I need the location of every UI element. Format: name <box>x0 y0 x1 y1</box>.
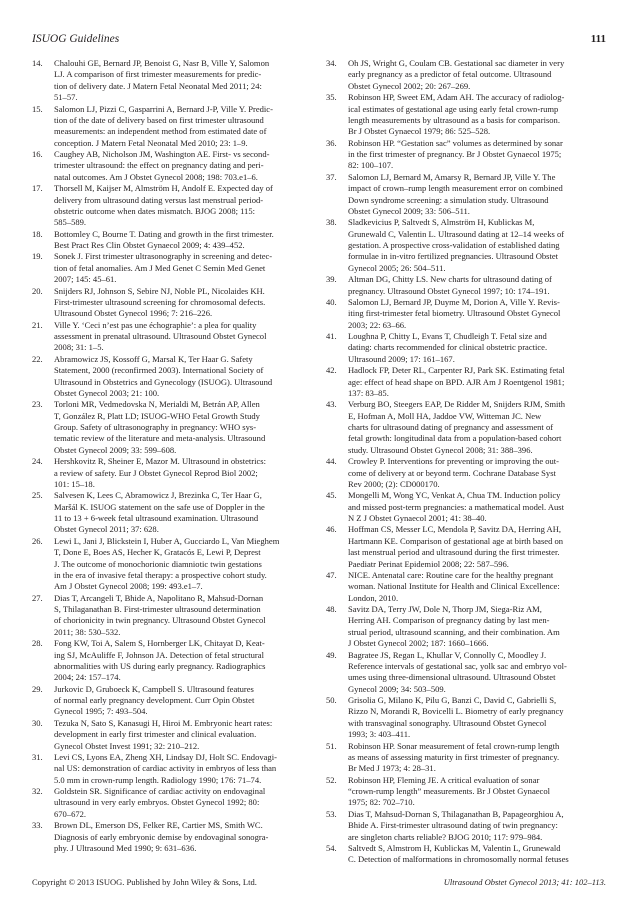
reference-text <box>348 843 610 866</box>
reference-number: 17. <box>32 183 43 194</box>
reference-line: Salomon LJ, Bernard JP, Duyme M, Dorion A, Ville Y. Revis- <box>348 296 560 307</box>
reference-entry <box>326 741 610 775</box>
reference-number: 22. <box>32 353 43 364</box>
reference-entry <box>326 650 610 696</box>
reference-line: woman. National Institute for Health and Clinical Excellence: <box>348 581 560 592</box>
reference-line: gestation. A prospective cross-validation of established dating <box>348 240 560 250</box>
reference-line: strual period, ultrasound scanning, and their combination. Am <box>348 626 560 637</box>
reference-text <box>54 536 320 593</box>
journal-citation: Ultrasound Obstet Gynecol 2013; 41: 102–113. <box>443 877 606 887</box>
reference-text <box>54 354 320 400</box>
reference-line: Saltvedt S, Almstrom H, Kublickas M, Valentin L, Grunewald <box>348 842 561 853</box>
reference-entry <box>326 217 610 274</box>
reference-line: Paediatr Perinat Epidemiol 2008; 22: 587–596. <box>348 558 509 569</box>
reference-entry <box>326 58 610 92</box>
reference-line: tion of delivery date. J Matern Fetal Neonatal Med 2011; 24: <box>54 80 262 91</box>
reference-line: fetal growth: longitudinal data from a population-based cohort <box>348 433 562 444</box>
reference-line: Bottomley C, Bourne T. Dating and growth in the first trimester. <box>54 228 274 239</box>
reference-text <box>54 286 320 320</box>
reference-line: 2008; 31: 1–5. <box>54 342 104 353</box>
reference-text <box>348 399 610 456</box>
reference-text <box>348 775 610 809</box>
reference-line: Dias T, Arcangeli T, Bhide A, Napolitano R, Mahsud-Dornan <box>54 592 264 603</box>
reference-line: London, 2010. <box>348 592 399 603</box>
reference-line: in the first trimester of pregnancy. Br J Obstet Gynaecol 1975; <box>348 149 562 159</box>
reference-entry <box>326 809 610 843</box>
reference-text <box>54 786 320 820</box>
reference-line: Hadlock FP, Deter RL, Carpenter RJ, Park SK. Estimating fetal <box>348 365 565 376</box>
reference-line: Rizzo N, Morandi R, Bovicelli L. Biometry of early pregnancy <box>348 706 564 717</box>
reference-line: iting first-trimester fetal biometry. Ultrasound Obstet Gynecol <box>348 308 561 319</box>
reference-number: 26. <box>32 535 43 546</box>
reference-line: ing SJ, McAuliffe F, Johnson JA. Detection of fetal structural <box>54 649 264 660</box>
reference-line: Sonek J. First trimester ultrasonography in screening and detec- <box>54 251 273 262</box>
reference-number: 49. <box>326 649 337 660</box>
reference-text <box>54 58 320 104</box>
reference-text <box>348 809 610 843</box>
reference-line: Verburg BO, Steegers EAP, De Ridder M, Snijders RJM, Smith <box>348 399 566 410</box>
reference-line: Grunewald C, Valentin L. Ultrasound dating at 12–14 weeks of <box>348 228 565 239</box>
reference-text <box>54 104 320 150</box>
reference-text <box>54 684 320 718</box>
reference-entry <box>32 58 320 104</box>
reference-line: of chorionicity in twin pregnancy. Ultrasound Obstet Gynecol <box>54 615 266 626</box>
reference-line: Fong KW, Toi A, Salem S, Hornberger LK, Chitayat D, Keat- <box>54 638 265 649</box>
reference-line: J. The outcome of monochorionic diamniotic twin gestations <box>54 558 262 569</box>
reference-line: 82: 100–107. <box>348 160 394 171</box>
reference-line: Gynecol 2005; 26: 504–511. <box>348 262 446 273</box>
reference-entry <box>326 92 610 138</box>
reference-number: 53. <box>326 808 337 819</box>
reference-text <box>348 365 610 399</box>
reference-line: Gynecol 1995; 7: 493–504. <box>54 706 148 717</box>
reference-entry <box>32 752 320 786</box>
reference-line: 11 to 13 + 6-week fetal ultrasound examination. Ultrasound <box>54 513 259 523</box>
reference-line: Salomon LJ, Bernard M, Amarsy R, Bernard JP, Ville Y. The <box>348 171 556 182</box>
reference-line: 2004; 24: 157–174. <box>54 672 121 683</box>
reference-line: age: effect of head shape on BPD. AJR Am J Roentgenol 1981; <box>348 376 565 387</box>
reference-entry <box>326 604 610 650</box>
reference-line: E, Hofman A, Moll HA, Jaddoe VW, Witteman JC. New <box>348 410 542 421</box>
reference-line: Abramowicz JS, Kossoff G, Marsal K, Ter Haar G. Safety <box>54 353 253 364</box>
reference-line: delivery from ultrasound dating versus last menstrual period- <box>54 194 264 205</box>
reference-line: nal US: demonstration of cardiac activity in embryos of less than <box>54 763 277 774</box>
reference-number: 23. <box>32 399 43 410</box>
reference-text <box>348 650 610 696</box>
reference-entry <box>326 456 610 490</box>
reference-number: 25. <box>32 490 43 501</box>
reference-entry <box>326 274 610 297</box>
reference-line: natal outcomes. Am J Obstet Gynecol 2008; 198: 703.e1–6. <box>54 171 258 182</box>
reference-line: Savitz DA, Terry JW, Dole N, Thorp JM, Siega-Riz AM, <box>348 604 542 614</box>
page-header <box>32 33 606 49</box>
reference-text <box>348 138 610 172</box>
reference-line: Lewi L, Jani J, Blickstein I, Huber A, Gucciardo L, Van Mieghem <box>54 535 280 546</box>
reference-line: 2011; 38: 530–532. <box>54 626 121 637</box>
reference-number: 43. <box>326 399 337 410</box>
reference-line: Altman DG, Chitty LS. New charts for ultrasound dating of <box>348 274 552 285</box>
reference-line: Oh JS, Wright G, Coulam CB. Gestational sac diameter in very <box>348 58 565 68</box>
reference-number: 35. <box>326 92 337 103</box>
reference-line: Caughey AB, Nicholson JM, Washington AE. First- vs second- <box>54 149 270 159</box>
reference-number: 54. <box>326 842 337 853</box>
reference-line: last menstrual period and ultrasound during the first trimester. <box>348 547 560 558</box>
reference-entry <box>326 138 610 172</box>
reference-line: Chalouhi GE, Bernard JP, Benoist G, Nasr B, Ville Y, Salomon <box>54 58 270 68</box>
reference-line: Obstet Gynecol 2009; 33: 506–511. <box>348 205 470 216</box>
reference-line: come of delivery at or beyond term. Cochrane Database Syst <box>348 467 556 478</box>
reference-line: C. Detection of malformations in chromosomally normal fetuses <box>348 854 569 865</box>
reference-line: Robinson HP, Sweet EM, Adam AH. The accuracy of radiolog- <box>348 92 565 103</box>
reference-line: 5.0 mm in crown-rump length. Radiology 1990; 176: 71–74. <box>54 774 262 785</box>
reference-line: Thorsell M, Kaijser M, Almström H, Andolf E. Expected day of <box>54 183 273 194</box>
reference-text <box>348 490 610 524</box>
reference-number: 39. <box>326 274 337 285</box>
reference-number: 20. <box>32 285 43 296</box>
reference-number: 47. <box>326 569 337 580</box>
reference-number: 48. <box>326 604 337 614</box>
reference-line: are singleton charts reliable? BJOG 2010; 117: 979–984. <box>348 831 543 842</box>
reference-entry <box>326 524 610 570</box>
reference-number: 51. <box>326 740 337 751</box>
reference-entry <box>32 718 320 752</box>
reference-line: Dias T, Mahsud-Dornan S, Thilaganathan B, Papageorghiou A, <box>348 808 564 819</box>
reference-number: 34. <box>326 58 337 68</box>
reference-line: tion of the date of delivery based on first trimester ultrasound <box>54 114 264 125</box>
reference-number: 37. <box>326 171 337 182</box>
reference-line: measurements: an independent method from estimated date of <box>54 126 267 137</box>
reference-entry <box>32 149 320 183</box>
reference-line: T, González R, Platt LD; ISUOG-WHO Fetal Growth Study <box>54 410 260 421</box>
reference-number: 21. <box>32 319 43 330</box>
reference-line: impact of crown–rump length measurement error on combined <box>348 183 563 194</box>
reference-number: 14. <box>32 58 43 68</box>
reference-text <box>54 229 320 252</box>
reference-line: Robinson HP. “Gestation sac” volumes as determined by sonar <box>348 137 563 148</box>
reference-line: tion of fetal anomalies. Am J Med Genet C Semin Med Genet <box>54 262 266 273</box>
reference-line: dating: charts recommended for clinical obstetric practice. <box>348 342 548 353</box>
reference-line: Ultrasound 2009; 17: 161–167. <box>348 353 455 364</box>
reference-number: 19. <box>32 251 43 262</box>
reference-line: 1993; 3: 403–411. <box>348 729 411 740</box>
reference-line: Statement, 2000 (reconfirmed 2003). International Society of <box>54 365 264 376</box>
copyright-notice: Copyright © 2013 ISUOG. Published by John Wiley & Sons, Ltd. <box>32 877 257 887</box>
reference-line: Obstet Gynecol 2003; 21: 100. <box>54 387 160 398</box>
reference-line: Robinson HP. Sonar measurement of fetal crown-rump length <box>348 740 560 751</box>
reference-number: 40. <box>326 296 337 307</box>
reference-line: development in early first trimester and clinical evaluation. <box>54 729 257 740</box>
reference-line: LJ. A comparison of first trimester measurements for predic- <box>54 69 262 80</box>
reference-line: ical estimates of gestational age using early fetal crown-rump <box>348 103 559 114</box>
reference-line: Gynecol Obstet Invest 1991; 32: 210–212. <box>54 740 200 751</box>
reference-line: Br J Obstet Gynaecol 1979; 86: 525–528. <box>348 126 491 137</box>
reference-line: a review of safety. Eur J Obstet Gynecol Reprod Biol 2002; <box>54 467 258 478</box>
reference-line: 1975; 82: 702–710. <box>348 797 415 808</box>
reference-line: pregnancy. Ultrasound Obstet Gynecol 1997; 10: 174–191. <box>348 285 550 296</box>
reference-line: 101: 15–18. <box>54 478 95 489</box>
reference-entry <box>32 354 320 400</box>
reference-line: 2003; 22: 63–66. <box>348 319 407 330</box>
reference-number: 50. <box>326 695 337 705</box>
reference-line: Obstet Gynecol 2011; 37: 628. <box>54 524 159 535</box>
reference-entry <box>32 684 320 718</box>
reference-line: Am J Obstet Gynecol 2008; 199: 493.e1–7. <box>54 581 203 592</box>
reference-text <box>348 274 610 297</box>
reference-entry <box>32 399 320 456</box>
reference-text <box>54 718 320 752</box>
page-number: 111 <box>590 33 606 45</box>
reference-line: charts for ultrasound dating of pregnancy and assessment of <box>348 422 554 432</box>
reference-line: Bagratee JS, Regan L, Khullar V, Connolly C, Moodley J. <box>348 649 547 660</box>
reference-line: Crowley P. Interventions for preventing or improving the out- <box>348 456 560 467</box>
reference-line: Hartmann KE. Comparison of gestational age at birth based on <box>348 535 564 546</box>
reference-line: Herring AH. Comparison of pregnancy dating by last men- <box>348 615 550 626</box>
reference-line: assessment in prenatal ultrasound. Ultrasound Obstet Gynecol <box>54 331 267 341</box>
reference-text <box>348 172 610 218</box>
reference-number: 45. <box>326 490 337 501</box>
reference-entry <box>32 593 320 639</box>
reference-text <box>54 456 320 490</box>
reference-line: Group. Safety of ultrasonography in pregnancy: WHO sys- <box>54 422 257 432</box>
reference-line: 670–672. <box>54 808 87 819</box>
reference-line: T, Done E, Boes AS, Hecher K, Gratacós E, Lewi P, Deprest <box>54 547 261 558</box>
reference-line: Ultrasound in Obstetrics and Gynecology (ISUOG). Ultrasound <box>54 376 273 387</box>
reference-line: Jurkovic D, Gruboeck K, Campbell S. Ultrasound features <box>54 683 254 694</box>
reference-text <box>348 604 610 650</box>
reference-text <box>348 524 610 570</box>
reference-line: “crown-rump length” measurements. Br J Obstet Gynaecol <box>348 786 550 796</box>
reference-text <box>348 331 610 365</box>
running-title: ISUOG Guidelines <box>32 33 120 45</box>
reference-line: NICE. Antenatal care: Routine care for the healthy pregnant <box>348 569 554 580</box>
reference-text <box>54 820 320 854</box>
reference-line: Obstet Gynecol 2009; 33: 599–608. <box>54 444 177 455</box>
reference-number: 52. <box>326 774 337 785</box>
reference-line: Torloni MR, Vedmedovska N, Merialdi M, Betrán AP, Allen <box>54 399 260 410</box>
reference-line: Obstet Gynecol 2002; 20: 267–269. <box>348 80 471 91</box>
reference-entry <box>326 331 610 365</box>
reference-number: 28. <box>32 638 43 649</box>
reference-line: Ultrasound Obstet Gynecol 1996; 7: 216–226. <box>54 308 213 319</box>
reference-number: 36. <box>326 137 337 148</box>
reference-entry <box>32 286 320 320</box>
reference-line: umes using three-dimensional ultrasound. Ultrasound Obstet <box>348 672 556 683</box>
reference-text <box>54 399 320 456</box>
reference-line: Levi CS, Lyons EA, Zheng XH, Lindsay DJ, Holt SC. Endovagi- <box>54 751 277 762</box>
reference-entry <box>326 399 610 456</box>
reference-text <box>348 58 610 92</box>
reference-entry <box>32 183 320 229</box>
reference-text <box>348 456 610 490</box>
reference-text <box>54 183 320 229</box>
reference-text <box>348 92 610 138</box>
reference-entry <box>32 820 320 854</box>
reference-entry <box>326 695 610 741</box>
reference-text <box>348 741 610 775</box>
reference-text <box>54 251 320 285</box>
reference-line: obstetric outcome when dates mismatch. BJOG 2008; 115: <box>54 205 255 216</box>
reference-entry <box>32 229 320 252</box>
reference-entry <box>32 638 320 684</box>
reference-line: early pregnancy as a predictor of fetal outcome. Ultrasound <box>348 69 552 80</box>
reference-line: tematic review of the literature and meta-analysis. Ultrasound <box>54 433 266 444</box>
reference-number: 31. <box>32 751 43 762</box>
reference-text <box>54 149 320 183</box>
reference-line: S, Thilaganathan B. First-trimester ultrasound determination <box>54 604 261 614</box>
reference-line: Grisolia G, Milano K, Pilu G, Banzi C, David C, Gabrielli S, <box>348 695 557 705</box>
reference-entry <box>32 456 320 490</box>
reference-line: Diagnosis of early embryonic demise by endovaginal sonogra- <box>54 831 269 842</box>
reference-line: First-trimester ultrasound screening for chromosomal defects. <box>54 296 266 307</box>
reference-line: of normal early pregnancy development. Curr Opin Obstet <box>54 695 255 705</box>
reference-line: 137: 83–85. <box>348 387 389 398</box>
reference-line: Snijders RJ, Johnson S, Sebire NJ, Noble PL, Nicolaides KH. <box>54 285 265 296</box>
reference-line: Best Pract Res Clin Obstet Gynaecol 2009; 4: 439–452. <box>54 240 245 250</box>
reference-number: 24. <box>32 456 43 467</box>
reference-text <box>348 297 610 331</box>
references-column-right <box>326 58 610 866</box>
reference-line: Loughna P, Chitty L, Evans T, Chudleigh T. Fetal size and <box>348 331 547 341</box>
reference-number: 32. <box>32 786 43 796</box>
reference-line: Bhide A. First-trimester ultrasound dating of twin pregnancy: <box>348 820 558 831</box>
reference-line: 2007; 145: 45–61. <box>54 274 117 285</box>
reference-line: study. Ultrasound Obstet Gynecol 2008; 31: 388–396. <box>348 444 533 455</box>
reference-line: Goldstein SR. Significance of cardiac activity on endovaginal <box>54 786 266 796</box>
reference-number: 16. <box>32 149 43 159</box>
reference-line: Rev 2000; (2): CD000170. <box>348 478 440 489</box>
reference-entry <box>326 570 610 604</box>
reference-line: Hershkovitz R, Sheiner E, Mazor M. Ultrasound in obstetrics: <box>54 456 266 467</box>
reference-number: 29. <box>32 683 43 694</box>
reference-number: 15. <box>32 103 43 114</box>
reference-number: 44. <box>326 456 337 467</box>
reference-entry <box>32 320 320 354</box>
reference-line: 51–57. <box>54 92 78 103</box>
reference-line: Ville Y. ‘Ceci n’est pas une échographie’: a plea for quality <box>54 319 257 330</box>
reference-text <box>348 570 610 604</box>
reference-text <box>54 593 320 639</box>
reference-entry <box>326 172 610 218</box>
reference-number: 38. <box>326 217 337 228</box>
reference-number: 42. <box>326 365 337 376</box>
reference-entry <box>32 536 320 593</box>
reference-line: Maršál K. ISUOG statement on the safe use of Doppler in the <box>54 501 265 512</box>
reference-line: in the era of invasive fetal therapy: a prospective cohort study. <box>54 569 267 580</box>
reference-line: Salvesen K, Lees C, Abramowicz J, Brezinka C, Ter Haar G, <box>54 490 262 501</box>
reference-line: J Obstet Gynecol 2002; 187: 1660–1666. <box>348 638 489 649</box>
reference-number: 33. <box>32 820 43 831</box>
reference-line: length measurements by ultrasound as a basis for comparison. <box>348 114 560 125</box>
reference-text <box>348 695 610 741</box>
reference-line: 585–589. <box>54 217 87 228</box>
reference-line: Hoffman CS, Messer LC, Mendola P, Savitz DA, Herring AH, <box>348 524 562 535</box>
reference-number: 18. <box>32 228 43 239</box>
reference-line: conception. J Matern Fetal Neonatal Med 2010; 23: 1–9. <box>54 137 248 148</box>
reference-line: N Z J Obstet Gynaecol 2001; 41: 38–40. <box>348 513 487 523</box>
reference-text <box>54 752 320 786</box>
reference-entry <box>32 104 320 150</box>
reference-line: as means of assessing maturity in first trimester of pregnancy. <box>348 751 560 762</box>
reference-entry <box>32 490 320 536</box>
reference-line: Brown DL, Emerson DS, Felker RE, Cartier MS, Smith WC. <box>54 820 263 831</box>
reference-entry <box>32 786 320 820</box>
reference-line: with transvaginal sonography. Ultrasound Obstet Gynecol <box>348 717 547 728</box>
reference-line: phy. J Ultrasound Med 1990; 9: 631–636. <box>54 842 197 853</box>
reference-line: ultrasound in very early embryos. Obstet Gynecol 1992; 80: <box>54 797 260 808</box>
reference-text <box>54 320 320 354</box>
reference-line: Reference intervals of gestational sac, yolk sac and embryo vol- <box>348 660 567 671</box>
reference-line: and missed post-term pregnancies: a mathematical model. Aust <box>348 501 564 512</box>
reference-line: Gynecol 2009; 34: 503–509. <box>348 683 446 694</box>
reference-number: 30. <box>32 717 43 728</box>
reference-line: trimester ultrasound: the effect on pregnancy dating and peri- <box>54 160 264 171</box>
reference-text <box>54 638 320 684</box>
reference-line: formulae in in-vitro fertilized pregnancies. Ultrasound Obstet <box>348 251 559 262</box>
reference-entry <box>326 775 610 809</box>
references-column-left <box>32 58 320 854</box>
reference-entry <box>326 843 610 866</box>
reference-line: Br Med J 1973; 4: 28–31. <box>348 763 436 774</box>
reference-text <box>54 490 320 536</box>
reference-line: Salomon LJ, Pizzi C, Gasparrini A, Bernard J-P, Ville Y. Predic- <box>54 103 273 114</box>
reference-entry <box>32 251 320 285</box>
reference-line: abnormalities with US during early pregnancy. Radiographics <box>54 660 266 671</box>
reference-text <box>348 217 610 274</box>
reference-line: Robinson HP, Fleming JE. A critical evaluation of sonar <box>348 774 540 785</box>
reference-line: Sladkevicius P, Saltvedt S, Almström H, Kublickas M, <box>348 217 535 228</box>
reference-number: 41. <box>326 331 337 341</box>
reference-number: 46. <box>326 524 337 535</box>
reference-line: Tezuka N, Sato S, Kanasugi H, Hiroi M. Embryonic heart rates: <box>54 717 273 728</box>
reference-entry <box>326 490 610 524</box>
reference-number: 27. <box>32 592 43 603</box>
reference-line: Mongelli M, Wong YC, Venkat A, Chua TM. Induction policy <box>348 490 561 501</box>
reference-entry <box>326 297 610 331</box>
reference-line: Down syndrome screening: a simulation study. Ultrasound <box>348 194 549 205</box>
reference-entry <box>326 365 610 399</box>
